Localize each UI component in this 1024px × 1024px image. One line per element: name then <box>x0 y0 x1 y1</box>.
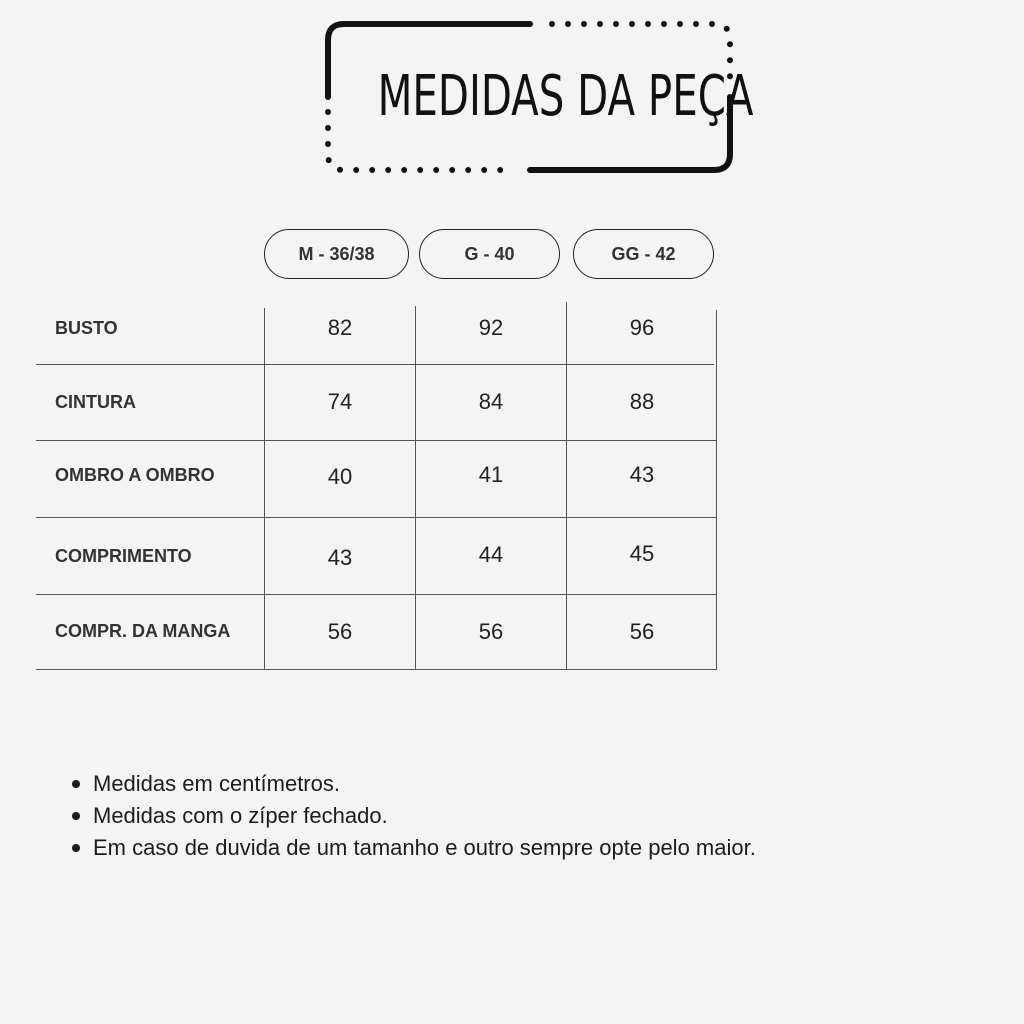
table-divider <box>415 306 416 670</box>
table-cell: 92 <box>478 315 504 340</box>
table-cell: 40 <box>327 464 353 489</box>
table-cell: 56 <box>629 619 655 644</box>
list-item <box>70 768 970 800</box>
size-header-m: M - 36/38 <box>264 229 409 279</box>
table-cell: 74 <box>327 389 353 414</box>
row-label-comprimento: COMPRIMENTO <box>55 546 192 566</box>
table-cell: 43 <box>629 462 655 487</box>
table-divider <box>36 669 717 670</box>
note-text: Medidas em centímetros. <box>93 771 340 796</box>
row-label-busto: BUSTO <box>55 318 118 338</box>
table-cell: 88 <box>629 389 655 414</box>
size-header-g: G - 40 <box>419 229 560 279</box>
note-text: Medidas com o zíper fechado. <box>93 803 388 828</box>
size-header-gg: GG - 42 <box>573 229 714 279</box>
row-label-ombro: OMBRO A OMBRO <box>55 465 215 485</box>
table-cell: 56 <box>327 619 353 644</box>
row-label-cintura: CINTURA <box>55 392 136 412</box>
page-title: MEDIDAS DA PEÇA <box>377 64 754 129</box>
table-cell: 56 <box>478 619 504 644</box>
table-divider <box>36 594 717 595</box>
note-text: Em caso de duvida de um tamanho e outro sempre opte pelo maior. <box>93 835 756 860</box>
table-cell: 82 <box>327 315 353 340</box>
table-divider <box>716 310 717 670</box>
table-cell: 44 <box>478 542 504 567</box>
list-item <box>70 832 970 864</box>
table-cell: 96 <box>629 315 655 340</box>
list-item <box>70 800 970 832</box>
table-divider <box>36 364 714 365</box>
title-frame <box>318 12 754 182</box>
table-cell: 45 <box>629 541 655 566</box>
row-label-manga: COMPR. DA MANGA <box>55 621 231 641</box>
notes-list <box>70 768 970 864</box>
table-cell: 43 <box>327 545 353 570</box>
bullet-icon <box>72 780 80 788</box>
table-cell: 41 <box>478 462 504 487</box>
table-divider <box>36 440 717 441</box>
table-cell: 84 <box>478 389 504 414</box>
table-divider <box>36 517 717 518</box>
bullet-icon <box>72 844 80 852</box>
bullet-icon <box>72 812 80 820</box>
